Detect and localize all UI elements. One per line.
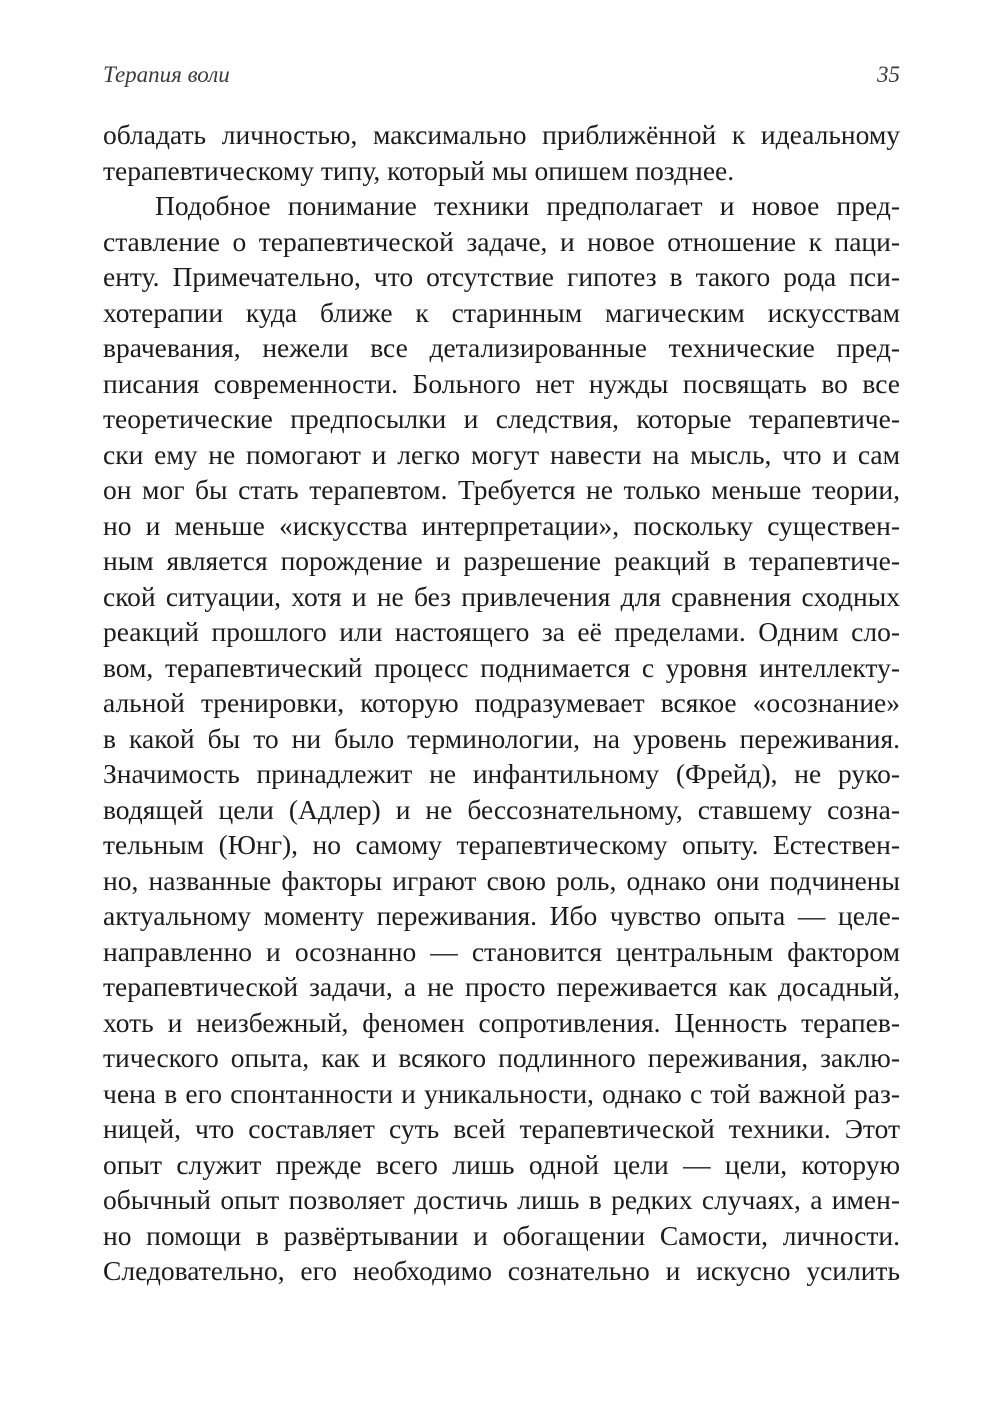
text-line: писания современности. Больного нет нужды посвящать во все	[103, 367, 900, 399]
text-line: но и меньше «искусства интерпретации», поскольку существен-	[103, 509, 900, 541]
text-line: Подобное понимание техники предполагает и новое пред-	[155, 190, 900, 221]
text-line: вом, терапевтический процесс поднимается с уровня интеллекту-	[103, 651, 900, 683]
text-line: ницей, что составляет суть всей терапевтической техники. Этот	[103, 1113, 900, 1144]
text-line: альной тренировки, которую подразумевает всякое «осознание»	[103, 687, 900, 718]
text-line: теоретические предпосылки и следствия, которые терапевтиче-	[103, 403, 900, 434]
text-line: чена в его спонтанности и уникальности, однако с той важной раз-	[103, 1077, 900, 1109]
text-line: он мог бы стать терапевтом. Требуется не только меньше теории,	[103, 474, 900, 505]
text-line: в какой бы то ни было терминологии, на уровень переживания.	[103, 722, 900, 754]
text-line: терапевтической задачи, а не просто переживается как досадный,	[103, 971, 900, 1002]
text-line: но, названные факторы играют свою роль, однако они подчинены	[103, 864, 900, 896]
text-line: хотерапии куда ближе к старинным магическим искусствам	[103, 296, 900, 328]
text-line: направленно и осознанно — становится центральным фактором	[103, 935, 900, 967]
text-line: но помощи в развёртывании и обогащении Самости, личности.	[103, 1219, 900, 1251]
text-line: обычный опыт позволяет достичь лишь в редких случаях, а имен-	[103, 1184, 900, 1215]
text-line: ным является порождение и разрешение реакций в терапевтиче-	[103, 545, 900, 576]
text-line: водящей цели (Адлер) и не бессознательному, ставшему созна-	[103, 793, 900, 825]
text-line: ставление о терапевтической задаче, и новое отношение к паци-	[103, 225, 900, 257]
text-line: тического опыта, как и всякого подлинного переживания, заклю-	[103, 1042, 900, 1073]
text-line: реакций прошлого или настоящего за её пределами. Одним сло-	[103, 616, 900, 647]
text-line: врачевания, нежели все детализированные технические пред-	[103, 332, 900, 363]
text-line: хоть и неизбежный, феномен сопротивления. Ценность терапев-	[103, 1006, 900, 1038]
text-line: ски ему не помогают и легко могут навести на мысль, что и сам	[103, 438, 900, 470]
body-text	[103, 117, 900, 1289]
text-line: Следовательно, его необходимо сознательно и искусно усилить	[103, 1255, 900, 1286]
text-line: терапевтическому типу, который мы опишем позднее.	[103, 154, 735, 186]
text-line: Значимость принадлежит не инфантильному (Фрейд), не руко-	[103, 758, 900, 789]
text-line: опыт служит прежде всего лишь одной цели — цели, которую	[103, 1148, 900, 1180]
running-title: Терапия воли	[103, 62, 230, 87]
text-line: енту. Примечательно, что отсутствие гипотез в такого рода пси-	[103, 261, 900, 292]
page-number: 35	[877, 62, 900, 87]
running-header	[103, 62, 900, 96]
text-line: тельным (Юнг), но самому терапевтическому опыту. Естествен-	[103, 829, 900, 860]
text-line: актуальному моменту переживания. Ибо чувство опыта — целе-	[103, 900, 900, 931]
text-line: ской ситуации, хотя и не без привлечения для сравнения сходных	[103, 580, 900, 612]
text-line: обладать личностью, максимально приближённой к идеальному	[103, 119, 900, 150]
